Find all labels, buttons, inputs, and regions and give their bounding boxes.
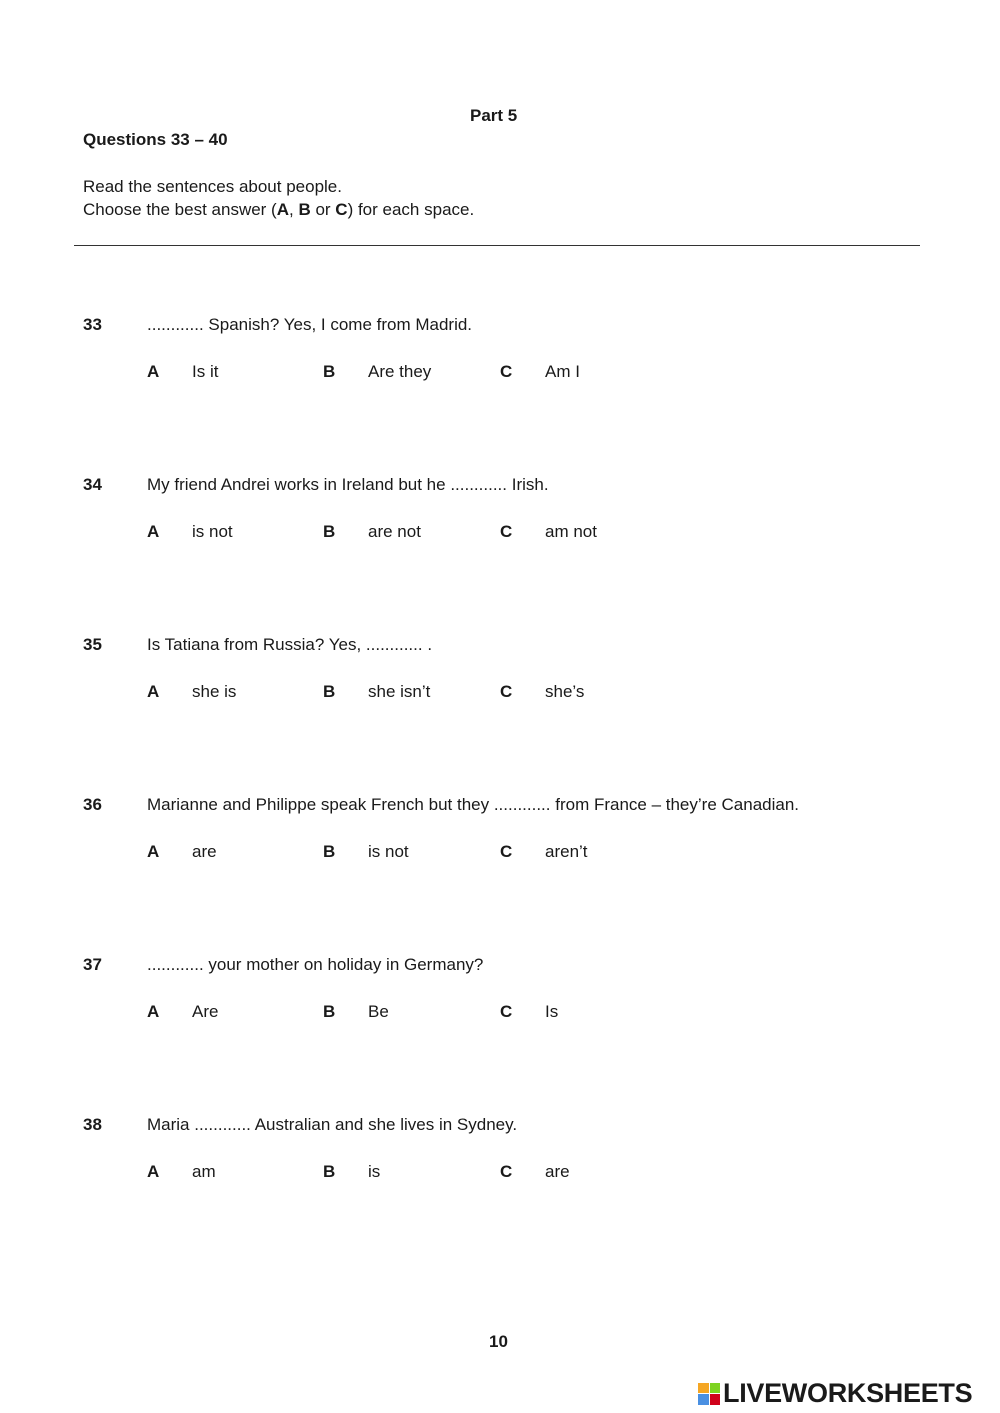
questions-range: Questions 33 – 40 <box>83 130 228 149</box>
option-text-b[interactable]: are not <box>368 522 421 541</box>
question-text: Is Tatiana from Russia? Yes, ............ . <box>147 635 433 654</box>
logo-icon-tile <box>698 1394 709 1405</box>
option-text-a[interactable]: she is <box>192 682 237 701</box>
option-letter-b[interactable]: B <box>323 1002 336 1021</box>
question-text: My friend Andrei works in Ireland but he ............ Irish. <box>147 475 549 494</box>
option-text-b[interactable]: is not <box>368 842 409 861</box>
option-text-a[interactable]: Is it <box>192 362 219 381</box>
question-text: Maria ............ Australian and she lives in Sydney. <box>147 1115 518 1134</box>
option-text-a[interactable]: am <box>192 1162 216 1181</box>
question-text: ............ Spanish? Yes, I come from Madrid. <box>147 315 473 334</box>
part-title: Part 5 <box>470 106 518 125</box>
question-number: 38 <box>83 1115 102 1134</box>
question-number: 33 <box>83 315 102 334</box>
question-text: Marianne and Philippe speak French but they ............ from France – they’re Canadian. <box>147 795 800 814</box>
instruction-line-1: Read the sentences about people. <box>83 177 342 196</box>
logo-text: LIVEWORKSHEETS <box>723 1378 973 1408</box>
option-letter-c[interactable]: C <box>500 362 513 381</box>
option-letter-a[interactable]: A <box>147 682 160 701</box>
option-letter-c[interactable]: C <box>500 682 513 701</box>
liveworksheets-logo <box>698 1378 972 1409</box>
option-letter-b[interactable]: B <box>323 362 336 381</box>
option-letter-c[interactable]: C <box>500 522 513 541</box>
option-text-c[interactable]: aren’t <box>545 842 588 861</box>
option-text-a[interactable]: are <box>192 842 217 861</box>
question-number: 37 <box>83 955 102 974</box>
option-letter-b[interactable]: B <box>323 842 336 861</box>
option-letter-a[interactable]: A <box>147 362 160 381</box>
option-text-c[interactable]: am not <box>545 522 597 541</box>
option-letter-a[interactable]: A <box>147 1162 160 1181</box>
option-letter-b[interactable]: B <box>323 522 336 541</box>
option-letter-c[interactable]: C <box>500 842 513 861</box>
option-text-b[interactable]: Be <box>368 1002 389 1021</box>
option-letter-a[interactable]: A <box>147 842 160 861</box>
question-text: ............ your mother on holiday in Germany? <box>147 955 484 974</box>
option-letter-b[interactable]: B <box>323 682 336 701</box>
option-text-a[interactable]: Are <box>192 1002 219 1021</box>
option-text-b[interactable]: Are they <box>368 362 432 381</box>
option-text-c[interactable]: Am I <box>545 362 580 381</box>
option-letter-b[interactable]: B <box>323 1162 336 1181</box>
divider <box>74 245 920 246</box>
logo-icon-tile <box>710 1394 721 1405</box>
option-text-b[interactable]: is <box>368 1162 381 1181</box>
option-letter-c[interactable]: C <box>500 1002 513 1021</box>
page-number: 10 <box>489 1332 508 1351</box>
option-letter-a[interactable]: A <box>147 1002 160 1021</box>
option-text-c[interactable]: she’s <box>545 682 585 701</box>
question-number: 34 <box>83 475 102 494</box>
option-text-b[interactable]: she isn’t <box>368 682 431 701</box>
option-text-c[interactable]: Is <box>545 1002 559 1021</box>
option-letter-a[interactable]: A <box>147 522 160 541</box>
logo-icon-tile <box>710 1383 721 1394</box>
instruction-line-2: Choose the best answer (A, B or C) for each space. <box>83 200 475 219</box>
logo-icon <box>698 1383 720 1405</box>
option-letter-c[interactable]: C <box>500 1162 513 1181</box>
question-number: 35 <box>83 635 102 654</box>
question-number: 36 <box>83 795 102 814</box>
option-text-c[interactable]: are <box>545 1162 570 1181</box>
logo-icon-tile <box>698 1383 709 1394</box>
option-text-a[interactable]: is not <box>192 522 233 541</box>
